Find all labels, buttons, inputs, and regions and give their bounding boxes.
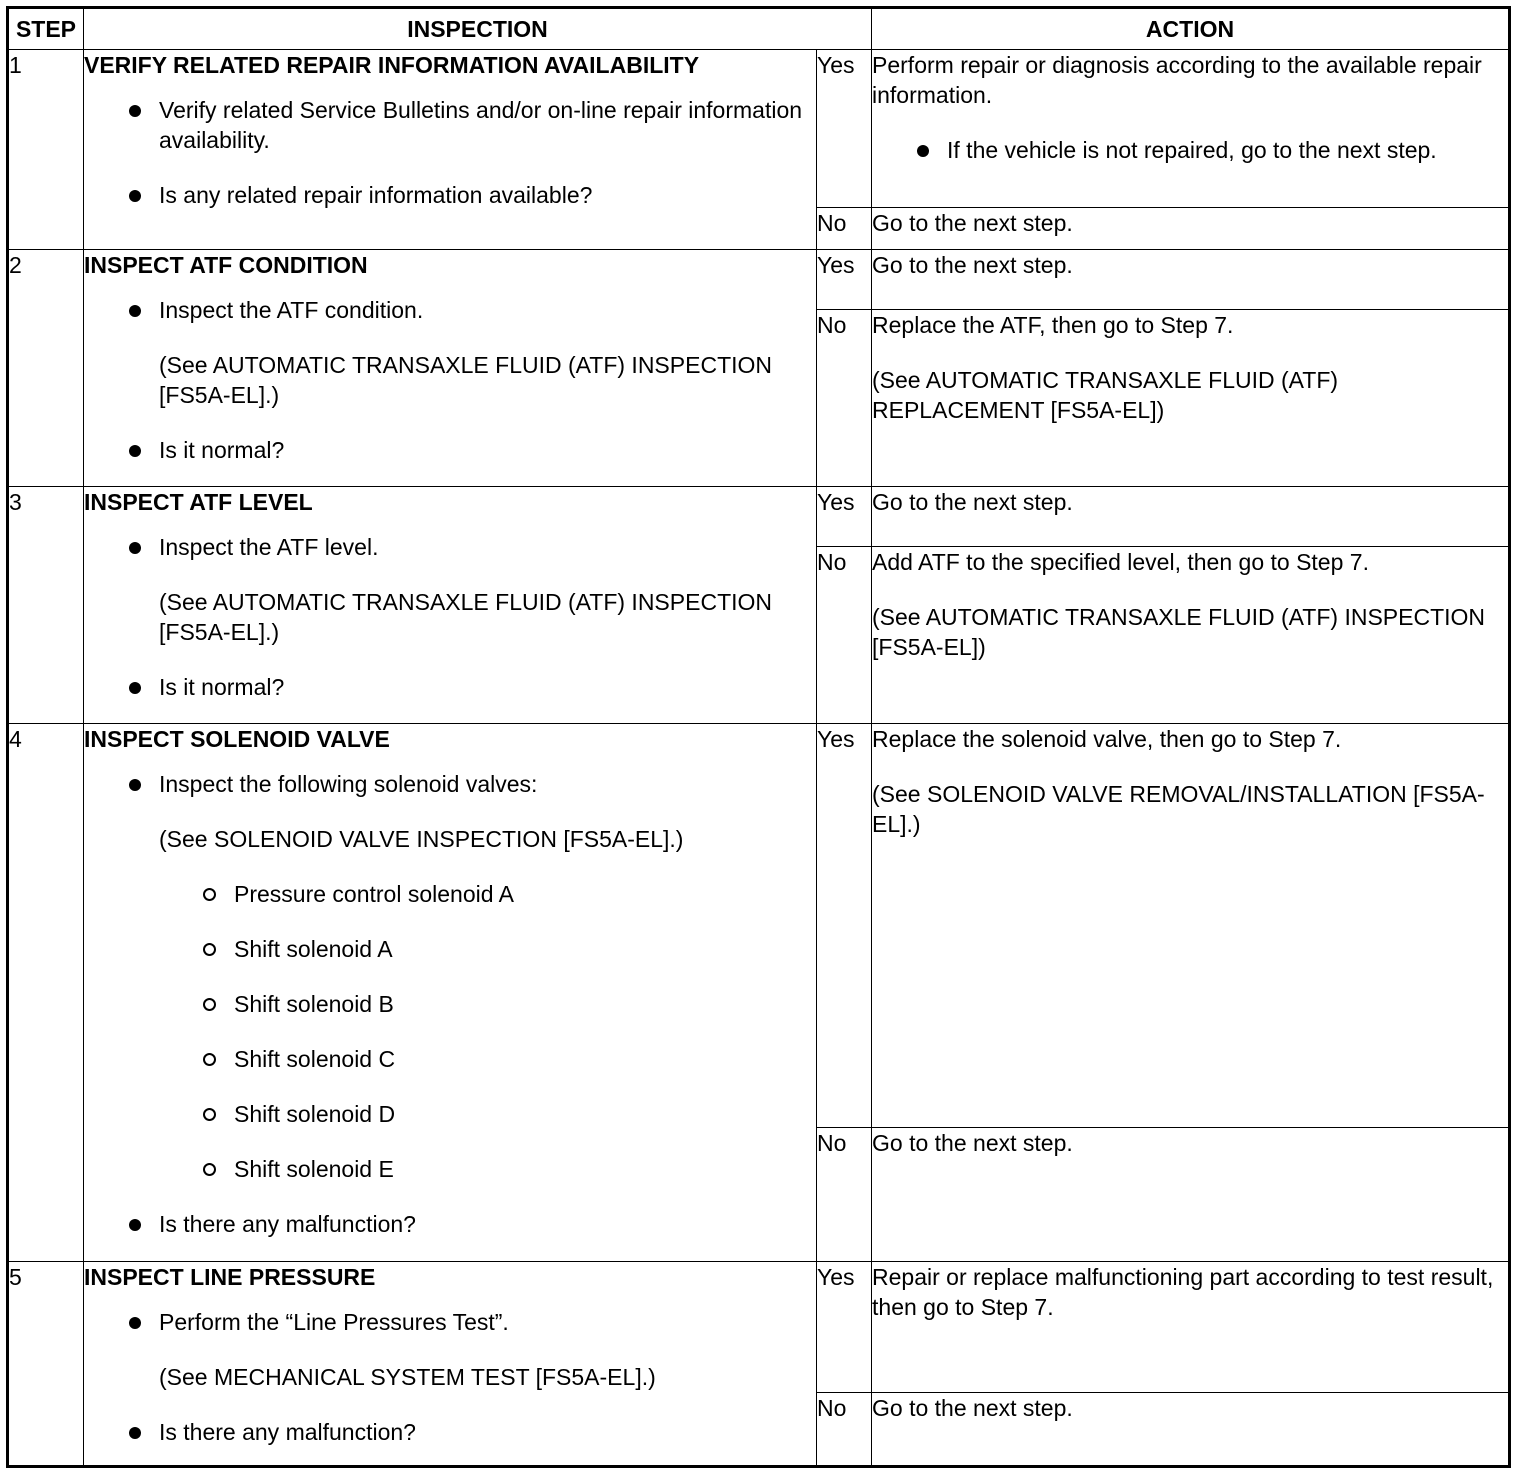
no-label: No [817,208,872,250]
inspection-title: INSPECT LINE PRESSURE [84,1264,376,1290]
bullet-item: Is there any malfunction? [84,1417,816,1447]
action-text: Go to the next step. [872,1128,1510,1262]
action-text: Replace the solenoid valve, then go to Step 7. [872,726,1342,752]
reference-text: (See SOLENOID VALVE INSPECTION [FS5A-EL].) [159,826,684,852]
reference-text: (See AUTOMATIC TRANSAXLE FLUID (ATF) REPLACEMENT [FS5A-EL]) [872,367,1339,423]
no-label: No [817,310,872,487]
no-label: No [817,1128,872,1262]
sub-bullet-item: Shift solenoid B [84,989,816,1019]
action-text: Go to the next step. [872,250,1510,310]
reference-text: (See AUTOMATIC TRANSAXLE FLUID (ATF) INSPECTION [FS5A-EL].) [159,589,773,645]
diagnostic-table [6,6,1511,1468]
bullet-item: Is it normal? [84,672,816,702]
step-number: 3 [8,487,84,724]
inspection-title: VERIFY RELATED REPAIR INFORMATION AVAILABILITY [84,52,700,78]
action-text: Perform repair or diagnosis according to the available repair information. [872,52,1482,108]
action-text: Go to the next step. [872,208,1510,250]
inspection-cell [84,250,817,487]
sub-bullet-item: Shift solenoid C [84,1044,816,1074]
bullet-item: Perform the “Line Pressures Test”. [84,1307,816,1337]
reference-text: (See AUTOMATIC TRANSAXLE FLUID (ATF) INSPECTION [FS5A-EL]) [872,604,1486,660]
header-step: STEP [8,8,84,50]
step-3-yes-row [8,487,1510,547]
no-label: No [817,1393,872,1467]
action-cell [872,547,1510,724]
step-number: 1 [8,50,84,250]
step-number: 4 [8,724,84,1262]
inspection-cell [84,487,817,724]
yes-label: Yes [817,487,872,547]
yes-label: Yes [817,250,872,310]
reference-text: (See SOLENOID VALVE REMOVAL/INSTALLATION [FS5A-EL].) [872,781,1485,837]
sub-bullet-item: Shift solenoid A [84,934,816,964]
bullet-item: Is any related repair information available? [84,180,816,210]
no-label: No [817,547,872,724]
bullet-item: Is it normal? [84,435,816,465]
bullet-item: Is there any malfunction? [84,1209,816,1239]
bullet-item: Inspect the following solenoid valves: [84,769,816,799]
reference-text: (See AUTOMATIC TRANSAXLE FLUID (ATF) INSPECTION [FS5A-EL].) [159,352,773,408]
sub-bullet-item: Shift solenoid D [84,1099,816,1129]
sub-bullet-item: Shift solenoid E [84,1154,816,1184]
reference-text: (See MECHANICAL SYSTEM TEST [FS5A-EL].) [159,1364,656,1390]
bullet-item: Inspect the ATF level. [84,532,816,562]
yes-label: Yes [817,724,872,1128]
step-number: 2 [8,250,84,487]
step-5-yes-row [8,1262,1510,1393]
inspection-cell [84,724,817,1262]
yes-label: Yes [817,1262,872,1393]
action-bullet: If the vehicle is not repaired, go to the next step. [872,135,1508,165]
action-text: Go to the next step. [872,1393,1510,1467]
step-2-yes-row [8,250,1510,310]
action-cell [872,724,1510,1128]
bullet-item: Verify related Service Bulletins and/or on-line repair information availability. [84,95,816,155]
action-cell [872,50,1510,208]
inspection-title: INSPECT SOLENOID VALVE [84,726,390,752]
header-action: ACTION [872,8,1510,50]
step-number: 5 [8,1262,84,1467]
action-text: Replace the ATF, then go to Step 7. [872,312,1234,338]
header-inspection: INSPECTION [84,8,872,50]
header-row [8,8,1510,50]
inspection-cell [84,1262,817,1467]
yes-label: Yes [817,50,872,208]
inspection-title: INSPECT ATF LEVEL [84,489,313,515]
bullet-item: Inspect the ATF condition. [84,295,816,325]
action-text: Go to the next step. [872,487,1510,547]
inspection-cell [84,50,817,250]
action-text: Add ATF to the specified level, then go to Step 7. [872,549,1369,575]
action-cell [872,310,1510,487]
inspection-title: INSPECT ATF CONDITION [84,252,368,278]
step-4-yes-row [8,724,1510,1128]
sub-bullet-item: Pressure control solenoid A [84,879,816,909]
action-text: Repair or replace malfunctioning part according to test result, then go to Step 7. [872,1262,1510,1393]
step-1-yes-row [8,50,1510,208]
